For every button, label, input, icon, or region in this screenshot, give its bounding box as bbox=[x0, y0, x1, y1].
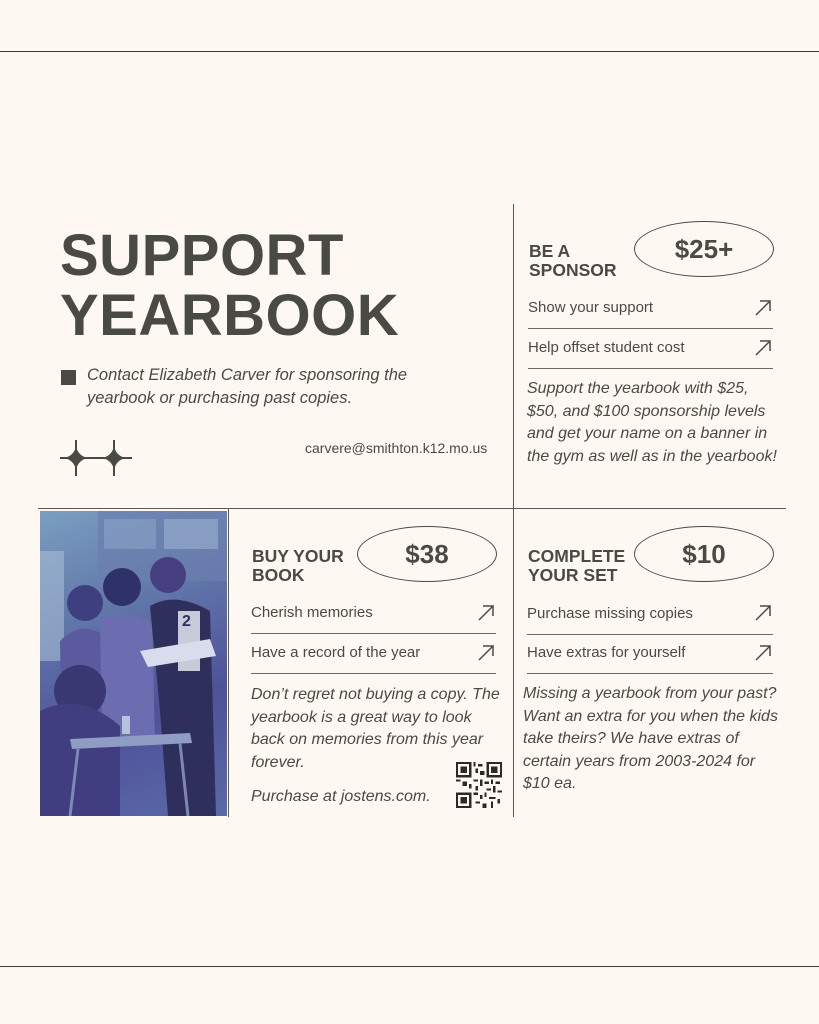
lower-right-vertical-divider bbox=[513, 509, 514, 817]
bottom-divider bbox=[0, 966, 819, 967]
page-title bbox=[60, 223, 400, 348]
complete-description: Missing a yearbook from your past? Want an extra for you when the kids take theirs? We have extras of certain years from 2003-2024 for $10 ea. bbox=[523, 685, 778, 792]
buy-description: Don’t regret not buying a copy. The yearbook is a great way to look back on memories from this year forever. bbox=[251, 686, 500, 771]
complete-item-label: Have extras for yourself bbox=[527, 644, 686, 661]
arrow-up-right-icon[interactable] bbox=[754, 644, 772, 662]
arrow-up-right-icon[interactable] bbox=[477, 604, 495, 622]
buy-item-divider bbox=[251, 633, 496, 634]
title-line-1: SUPPORT bbox=[60, 223, 344, 288]
qr-code-icon[interactable] bbox=[456, 762, 502, 808]
complete-title-line-1: COMPLETE bbox=[528, 546, 626, 566]
students-photo-illustration bbox=[40, 511, 227, 816]
buy-item-label: Have a record of the year bbox=[251, 644, 421, 661]
middle-divider bbox=[38, 508, 786, 509]
sponsor-item-label: Show your support bbox=[528, 299, 654, 316]
buy-item-divider bbox=[251, 673, 496, 674]
complete-title-line-2: YOUR SET bbox=[528, 565, 618, 585]
contact-text: Contact Elizabeth Carver for sponsoring the yearbook or purchasing past copies. bbox=[87, 366, 408, 407]
sponsor-description: Support the yearbook with $25, $50, and $100 sponsorship levels and get your name on a banner in the gym as well as in the yearbook! bbox=[527, 380, 777, 465]
complete-item-divider bbox=[527, 634, 773, 635]
buy-card-title bbox=[252, 547, 344, 585]
arrow-up-right-icon[interactable] bbox=[754, 604, 772, 622]
title-line-2: YEARBOOK bbox=[60, 283, 400, 348]
arrow-up-right-icon[interactable] bbox=[754, 339, 772, 357]
buy-item-label: Cherish memories bbox=[251, 604, 373, 621]
buy-price-badge: $38 bbox=[357, 526, 497, 582]
square-bullet-icon bbox=[61, 370, 76, 385]
sponsor-item-divider bbox=[528, 328, 773, 329]
buy-title-line-1: BUY YOUR bbox=[252, 546, 344, 566]
arrow-up-right-icon[interactable] bbox=[754, 299, 772, 317]
sponsor-item-label: Help offset student cost bbox=[528, 339, 685, 356]
contact-email[interactable]: carvere@smithton.k12.mo.us bbox=[305, 440, 488, 456]
buy-purchase-link[interactable]: Purchase at jostens.com. bbox=[251, 788, 431, 805]
top-divider bbox=[0, 51, 819, 52]
sparkle-icon bbox=[58, 438, 134, 478]
buy-title-line-2: BOOK bbox=[252, 565, 305, 585]
svg-text:2: 2 bbox=[182, 613, 191, 630]
sponsor-title-line-1: BE A bbox=[529, 241, 571, 261]
complete-item-divider bbox=[527, 673, 773, 674]
sponsor-card-title bbox=[529, 242, 617, 280]
sponsor-price-badge: $25+ bbox=[634, 221, 774, 277]
complete-card-title bbox=[528, 547, 625, 585]
students-photo bbox=[40, 511, 227, 816]
lower-left-vertical-divider bbox=[228, 509, 229, 817]
upper-vertical-divider bbox=[513, 204, 514, 508]
complete-price-badge: $10 bbox=[634, 526, 774, 582]
arrow-up-right-icon[interactable] bbox=[477, 644, 495, 662]
sponsor-item-divider bbox=[528, 368, 773, 369]
sponsor-title-line-2: SPONSOR bbox=[529, 260, 617, 280]
complete-item-label: Purchase missing copies bbox=[527, 605, 693, 622]
